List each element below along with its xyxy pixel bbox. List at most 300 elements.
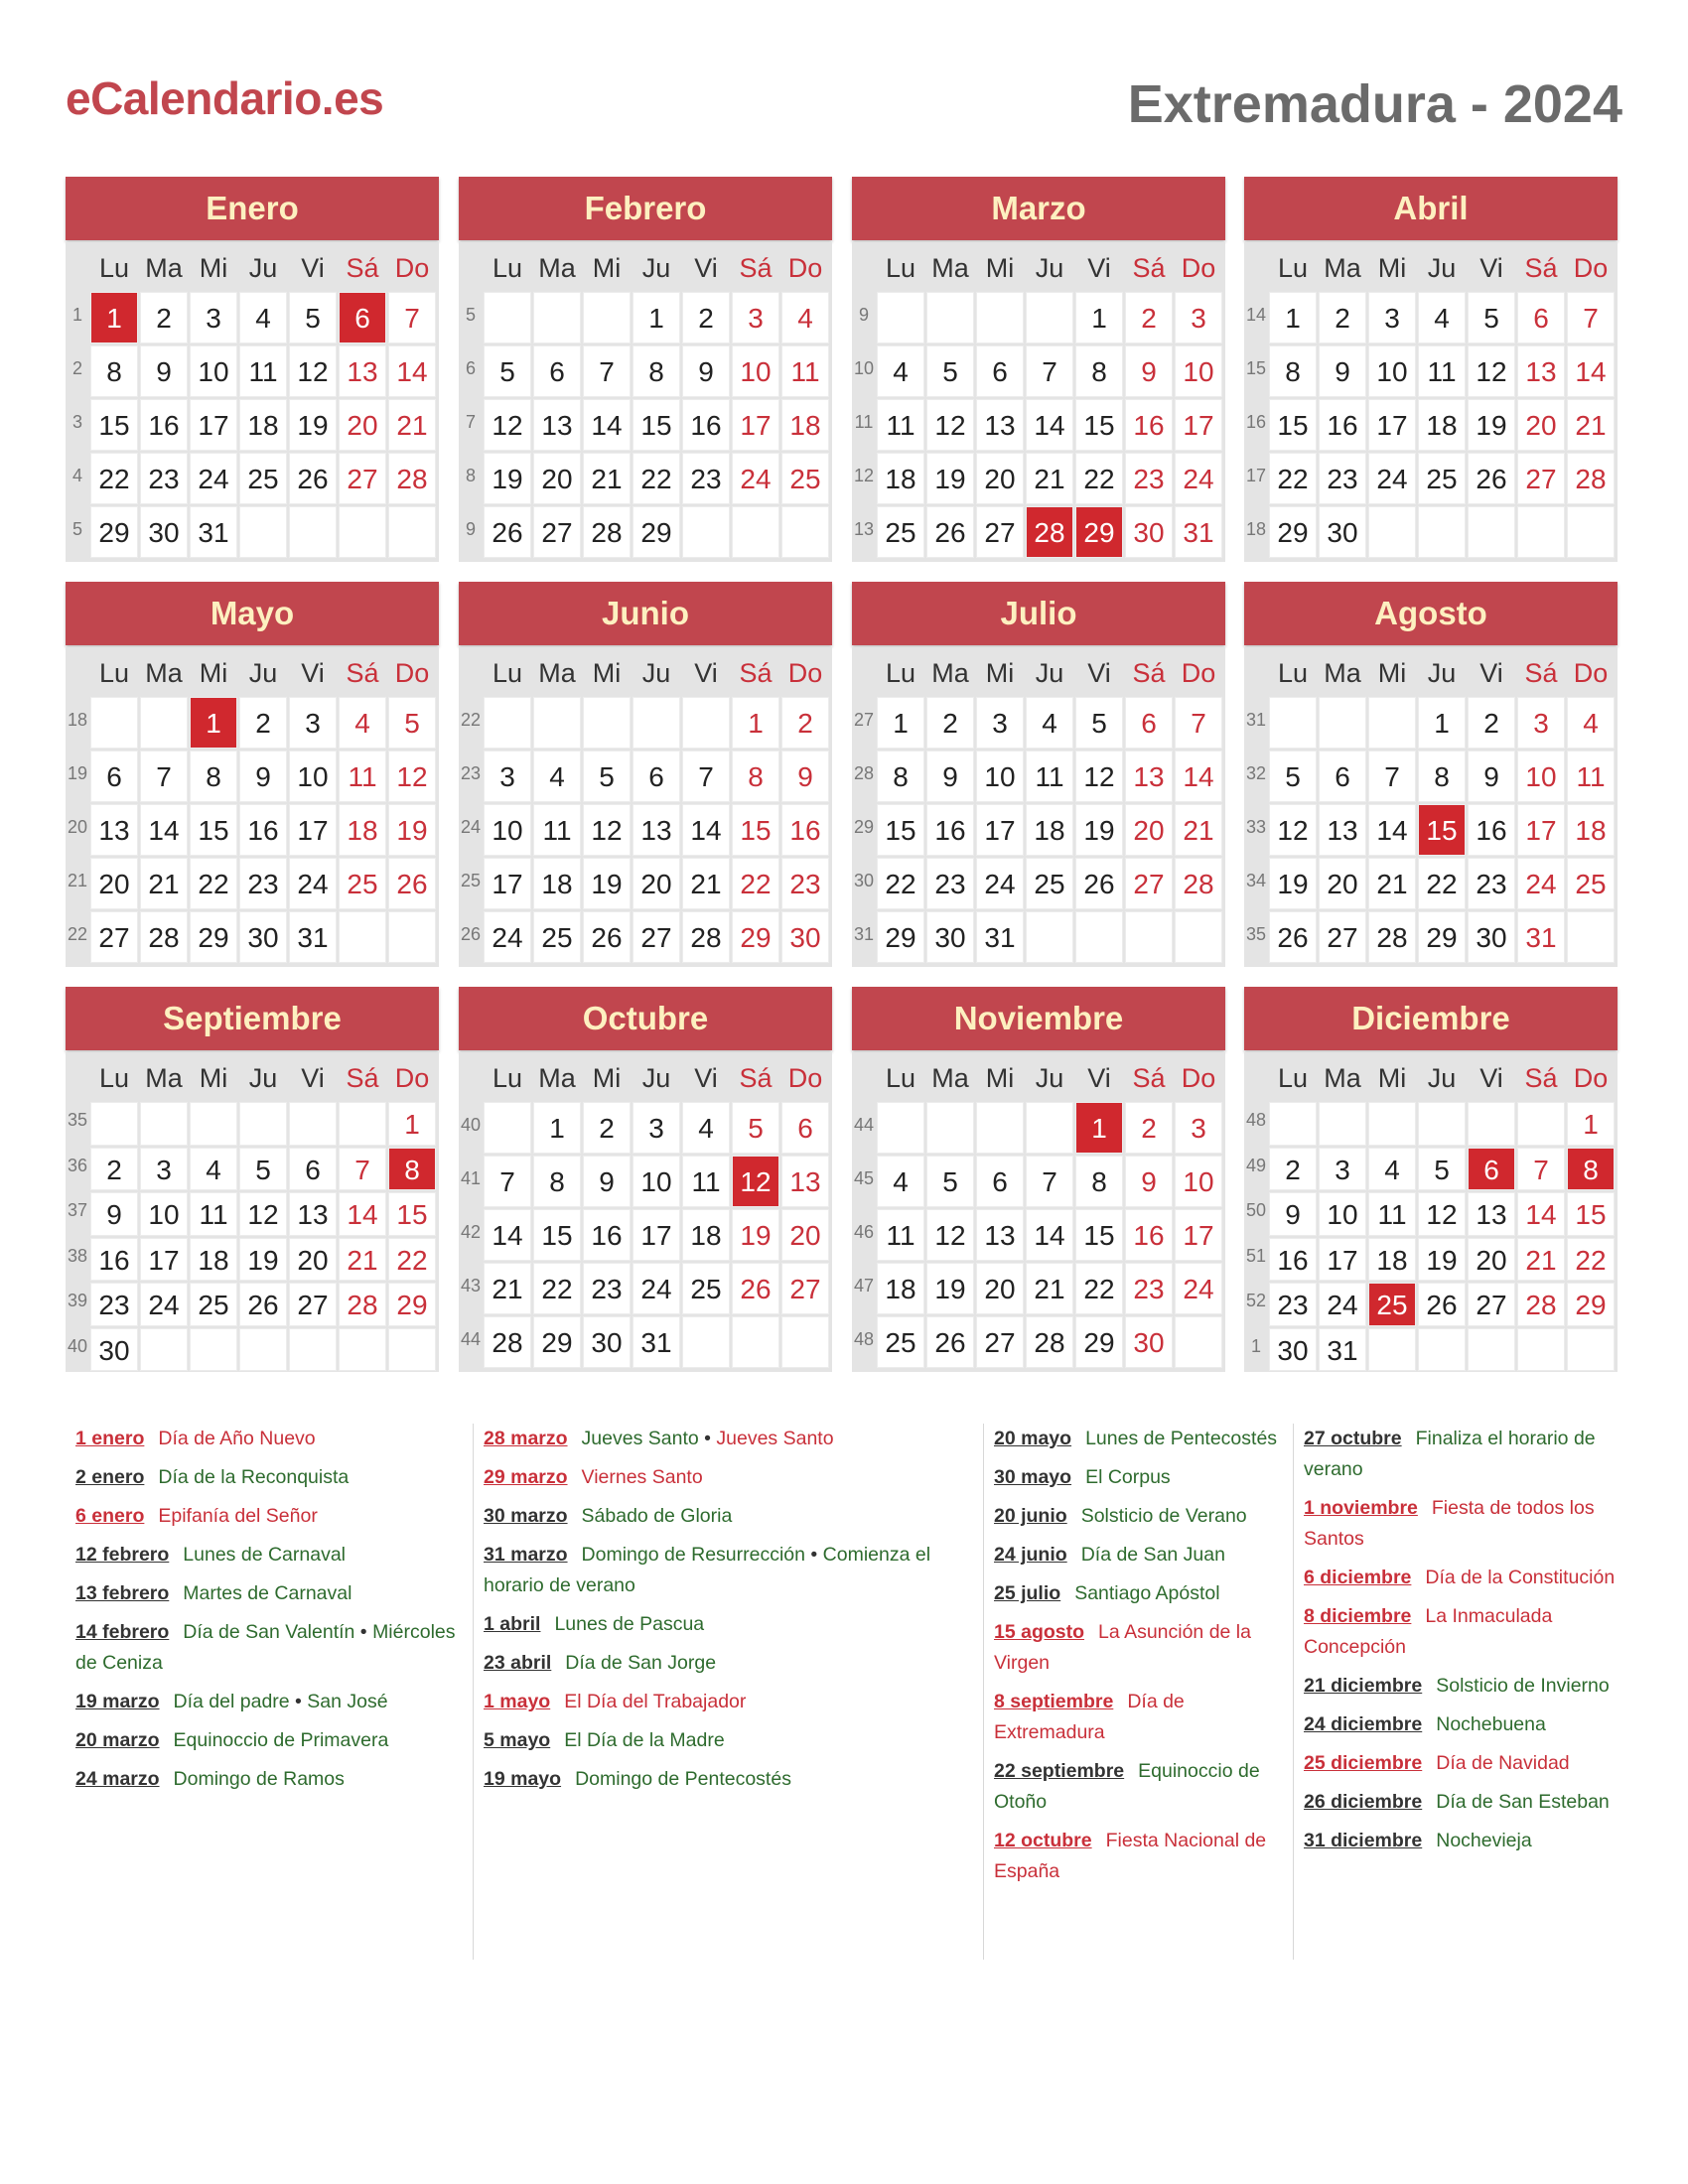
day-cell: 11 <box>239 345 287 397</box>
day-cell: 26 <box>484 506 531 558</box>
empty-cell <box>1567 911 1615 963</box>
weekday-header: Ma <box>538 1063 576 1093</box>
holiday-name: Domingo de Ramos <box>173 1768 345 1790</box>
day-cell: 29 <box>190 911 237 963</box>
holiday-item <box>994 1578 1292 1609</box>
weekday-header: Sá <box>1524 253 1558 283</box>
holiday-date: 12 febrero <box>75 1544 170 1566</box>
weekday-header: Ma <box>1324 658 1361 688</box>
day-cell: 16 <box>1269 1238 1317 1282</box>
day-cell: 2 <box>1125 292 1173 343</box>
holiday-date: 20 mayo <box>994 1428 1072 1449</box>
weekday-header: Ma <box>145 1063 183 1093</box>
day-cell: 7 <box>682 751 730 802</box>
day-cell: 4 <box>239 292 287 343</box>
holiday-date: 12 octubre <box>994 1830 1092 1851</box>
day-cell: 28 <box>583 506 631 558</box>
holiday-name: Lunes de Pascua <box>554 1613 705 1635</box>
week-number: 51 <box>1245 1245 1267 1266</box>
day-cell: 12 <box>289 345 337 397</box>
day-cell: 4 <box>877 345 924 397</box>
holiday-name: Día de San Esteban <box>1436 1791 1610 1813</box>
day-cell: 26 <box>583 911 631 963</box>
holiday-column <box>75 1424 473 1960</box>
weekday-header: Vi <box>1479 1063 1503 1093</box>
day-cell: 1 <box>1418 697 1466 749</box>
day-cell: 11 <box>877 1209 924 1261</box>
day-cell: 11 <box>1418 345 1466 397</box>
day-cell: 23 <box>682 453 730 504</box>
week-number: 5 <box>465 305 476 325</box>
day-cell: 20 <box>533 453 581 504</box>
weekday-header: Ma <box>1324 1063 1361 1093</box>
week-number: 33 <box>1245 817 1267 837</box>
day-cell: 23 <box>1319 453 1366 504</box>
month-grid <box>852 647 1225 967</box>
day-cell: 2 <box>1125 1102 1173 1154</box>
week-number: 18 <box>1245 519 1267 539</box>
month-grid <box>1244 647 1618 967</box>
weekday-header: Lu <box>492 658 523 688</box>
day-cell: 27 <box>1517 453 1565 504</box>
empty-cell <box>1567 506 1615 558</box>
holiday-date: 6 diciembre <box>1304 1567 1412 1588</box>
month-grid <box>1244 1052 1618 1372</box>
day-cell: 11 <box>1567 751 1615 802</box>
day-cell: 13 <box>976 399 1024 451</box>
holiday-date: 20 marzo <box>75 1729 160 1751</box>
weekday-header: Ju <box>641 1063 671 1093</box>
weekday-header: Mi <box>1377 1063 1407 1093</box>
day-cell: 6 <box>289 1148 337 1191</box>
day-cell: 27 <box>1468 1283 1515 1326</box>
day-cell: 17 <box>1319 1238 1366 1282</box>
weekday-header: Do <box>394 253 430 283</box>
holiday-name: Día de la Constitución <box>1425 1567 1616 1588</box>
day-cell: 31 <box>633 1316 680 1368</box>
day-cell: 23 <box>781 858 829 909</box>
day-cell: 9 <box>926 751 974 802</box>
empty-cell <box>190 1102 237 1146</box>
week-number: 52 <box>1245 1291 1267 1310</box>
holiday-date: 15 agosto <box>994 1621 1085 1643</box>
week-number: 35 <box>1245 924 1267 944</box>
day-cell: 16 <box>926 804 974 856</box>
day-cell: 12 <box>484 399 531 451</box>
day-cell: 24 <box>1175 453 1222 504</box>
day-cell: 13 <box>781 1156 829 1207</box>
day-cell: 1 <box>1269 292 1317 343</box>
weekday-header: Ju <box>1427 253 1457 283</box>
weekday-header: Vi <box>1087 253 1111 283</box>
day-cell: 20 <box>633 858 680 909</box>
holiday-date: 29 marzo <box>484 1466 568 1488</box>
holiday-date: 8 diciembre <box>1304 1605 1412 1627</box>
day-cell: 31 <box>190 506 237 558</box>
weekday-header: Ju <box>1427 1063 1457 1093</box>
day-cell: 14 <box>1026 1209 1073 1261</box>
day-cell: 9 <box>781 751 829 802</box>
day-cell: 22 <box>90 453 138 504</box>
empty-cell <box>484 292 531 343</box>
day-cell: 7 <box>1026 1156 1073 1207</box>
day-cell: 10 <box>1319 1192 1366 1236</box>
holiday-item <box>75 1764 473 1795</box>
month-3 <box>1244 177 1618 562</box>
weekday-header: Mi <box>1377 658 1407 688</box>
holiday-name: Domingo de Resurrección <box>581 1544 805 1566</box>
holiday-date: 31 diciembre <box>1304 1830 1423 1851</box>
weekday-header: Ma <box>1324 253 1361 283</box>
day-cell: 16 <box>682 399 730 451</box>
day-cell: 2 <box>926 697 974 749</box>
holiday-name: Solsticio de Invierno <box>1436 1675 1610 1697</box>
day-cell: 20 <box>781 1209 829 1261</box>
week-number: 1 <box>71 305 82 325</box>
month-5 <box>459 582 832 967</box>
day-cell: 22 <box>1075 453 1123 504</box>
weekday-header: Ma <box>538 658 576 688</box>
day-cell: 3 <box>1517 697 1565 749</box>
day-cell: 14 <box>1175 751 1222 802</box>
holiday-date: 8 septiembre <box>994 1691 1114 1712</box>
day-cell: 21 <box>583 453 631 504</box>
week-number: 20 <box>67 817 88 837</box>
day-cell: 19 <box>926 453 974 504</box>
day-cell: 7 <box>1026 345 1073 397</box>
day-cell: 5 <box>926 345 974 397</box>
holiday-name: Santiago Apóstol <box>1074 1582 1220 1604</box>
day-cell: 22 <box>1075 1263 1123 1314</box>
month-8 <box>66 987 439 1372</box>
day-cell: 27 <box>1125 858 1173 909</box>
week-number: 31 <box>1245 710 1267 730</box>
week-number: 13 <box>853 519 875 539</box>
month-grid <box>459 647 832 967</box>
month-title: Diciembre <box>1244 987 1618 1050</box>
holiday-name: El Día de la Madre <box>564 1729 725 1751</box>
day-cell: 25 <box>781 453 829 504</box>
day-cell: 24 <box>140 1283 188 1326</box>
week-number: 14 <box>1245 305 1267 325</box>
weekday-header: Ju <box>1035 658 1064 688</box>
empty-cell <box>1517 506 1565 558</box>
day-cell: 2 <box>1468 697 1515 749</box>
bullet-separator: • <box>698 1428 717 1449</box>
empty-cell <box>583 292 631 343</box>
week-number: 48 <box>853 1329 875 1349</box>
day-cell: 9 <box>1125 1156 1173 1207</box>
day-cell: 14 <box>1567 345 1615 397</box>
empty-cell <box>926 1102 974 1154</box>
day-cell: 6 <box>781 1102 829 1154</box>
day-cell: 29 <box>1269 506 1317 558</box>
holiday-name: Lunes de Pentecostés <box>1085 1428 1278 1449</box>
day-cell: 9 <box>1269 1192 1317 1236</box>
holiday-date: 1 enero <box>75 1428 145 1449</box>
week-number: 19 <box>67 763 88 783</box>
empty-cell <box>484 1102 531 1154</box>
day-cell: 2 <box>1269 1148 1317 1191</box>
weekday-header: Mi <box>199 658 228 688</box>
day-cell: 11 <box>190 1192 237 1236</box>
weekday-header: Mi <box>592 658 622 688</box>
month-2 <box>852 177 1225 562</box>
empty-cell <box>339 1102 386 1146</box>
day-cell: 16 <box>90 1238 138 1282</box>
week-number: 44 <box>460 1329 482 1349</box>
weekday-header: Do <box>394 658 430 688</box>
day-cell: 6 <box>1517 292 1565 343</box>
day-cell: 21 <box>140 858 188 909</box>
week-number: 12 <box>853 466 875 485</box>
day-cell: 23 <box>926 858 974 909</box>
day-cell: 8 <box>190 751 237 802</box>
empty-cell <box>781 506 829 558</box>
day-cell: 8 <box>90 345 138 397</box>
holiday-name: Día de Extremadura <box>994 1691 1185 1743</box>
empty-cell <box>1567 1328 1615 1372</box>
day-cell: 17 <box>1175 1209 1222 1261</box>
day-cell: 16 <box>1468 804 1515 856</box>
weekday-header: Sá <box>739 658 773 688</box>
day-cell: 17 <box>1517 804 1565 856</box>
day-cell: 30 <box>1269 1328 1317 1372</box>
holiday-name: Día de San Valentín <box>183 1621 355 1643</box>
day-cell: 26 <box>1269 911 1317 963</box>
day-cell: 19 <box>484 453 531 504</box>
weekday-header: Lu <box>98 253 130 283</box>
holiday-date: 25 diciembre <box>1304 1752 1423 1774</box>
day-cell: 18 <box>239 399 287 451</box>
day-cell: 10 <box>289 751 337 802</box>
day-cell: 31 <box>1319 1328 1366 1372</box>
empty-cell <box>1517 1328 1565 1372</box>
month-grid <box>66 647 439 967</box>
weekday-header: Sá <box>1524 658 1558 688</box>
empty-cell <box>1269 697 1317 749</box>
day-cell: 13 <box>633 804 680 856</box>
week-number: 10 <box>853 358 875 378</box>
week-number: 15 <box>1245 358 1267 378</box>
day-cell: 20 <box>1125 804 1173 856</box>
day-cell: 10 <box>732 345 779 397</box>
day-cell: 15 <box>1075 1209 1123 1261</box>
day-cell: 23 <box>1468 858 1515 909</box>
day-cell: 6 <box>339 292 386 343</box>
week-number: 48 <box>1245 1110 1267 1130</box>
month-title: Mayo <box>66 582 439 645</box>
week-number: 27 <box>853 710 875 730</box>
empty-cell <box>1368 1102 1416 1146</box>
day-cell: 5 <box>732 1102 779 1154</box>
day-cell: 28 <box>1026 506 1073 558</box>
holiday-item <box>484 1424 960 1454</box>
week-number: 40 <box>67 1335 88 1356</box>
weekday-header: Sá <box>346 1063 379 1093</box>
day-cell: 9 <box>682 345 730 397</box>
week-number: 4 <box>71 466 82 485</box>
holiday-date: 1 mayo <box>484 1691 551 1712</box>
week-number: 11 <box>854 412 874 432</box>
day-cell: 28 <box>140 911 188 963</box>
day-cell: 27 <box>1319 911 1366 963</box>
bullet-separator: • <box>354 1621 373 1643</box>
day-cell: 24 <box>732 453 779 504</box>
day-cell: 24 <box>1175 1263 1222 1314</box>
day-cell: 8 <box>1075 1156 1123 1207</box>
week-number: 47 <box>853 1276 875 1296</box>
day-cell: 7 <box>1567 292 1615 343</box>
weekday-header: Mi <box>592 253 622 283</box>
day-cell: 23 <box>90 1283 138 1326</box>
day-cell: 6 <box>533 345 581 397</box>
day-cell: 4 <box>339 697 386 749</box>
day-cell: 4 <box>877 1156 924 1207</box>
day-cell: 13 <box>1517 345 1565 397</box>
weekday-header: Mi <box>985 1063 1015 1093</box>
day-cell: 7 <box>1517 1148 1565 1191</box>
day-cell: 29 <box>877 911 924 963</box>
week-number: 8 <box>465 466 476 485</box>
day-cell: 16 <box>781 804 829 856</box>
weekday-header: Lu <box>1277 1063 1309 1093</box>
day-cell: 4 <box>190 1148 237 1191</box>
weekday-header: Vi <box>301 1063 325 1093</box>
weekday-header: Mi <box>199 253 228 283</box>
week-number: 18 <box>67 710 88 730</box>
holiday-item <box>1304 1748 1621 1779</box>
page-title: Extremadura - 2024 <box>1127 74 1622 134</box>
empty-cell <box>633 697 680 749</box>
month-title: Octubre <box>459 987 832 1050</box>
holiday-date: 22 septiembre <box>994 1760 1125 1782</box>
day-cell: 10 <box>1368 345 1416 397</box>
day-cell: 13 <box>339 345 386 397</box>
holiday-name: Jueves Santo <box>581 1428 699 1449</box>
day-cell: 22 <box>533 1263 581 1314</box>
week-number: 49 <box>1245 1155 1267 1175</box>
day-cell: 9 <box>1468 751 1515 802</box>
empty-cell <box>289 1328 337 1372</box>
holiday-name: Jueves Santo <box>716 1428 834 1449</box>
day-cell: 29 <box>388 1283 436 1326</box>
empty-cell <box>682 1316 730 1368</box>
day-cell: 16 <box>583 1209 631 1261</box>
day-cell: 18 <box>339 804 386 856</box>
month-1 <box>459 177 832 562</box>
weekday-header: Ju <box>248 658 278 688</box>
month-grid <box>1244 242 1618 562</box>
site-logo[interactable]: eCalendario.es <box>66 72 384 124</box>
empty-cell <box>732 1316 779 1368</box>
holiday-date: 31 marzo <box>484 1544 568 1566</box>
day-cell: 2 <box>1319 292 1366 343</box>
day-cell: 23 <box>1125 1263 1173 1314</box>
holiday-name: Día de Año Nuevo <box>158 1428 316 1449</box>
week-number: 37 <box>67 1200 88 1220</box>
empty-cell <box>877 292 924 343</box>
month-grid <box>66 242 439 562</box>
weekday-header: Do <box>1181 658 1216 688</box>
holiday-date: 13 febrero <box>75 1582 170 1604</box>
day-cell: 25 <box>682 1263 730 1314</box>
empty-cell <box>239 506 287 558</box>
holiday-name: Epifanía del Señor <box>158 1505 318 1527</box>
weekday-header: Ma <box>145 658 183 688</box>
holiday-date: 19 marzo <box>75 1691 160 1712</box>
holiday-item <box>75 1501 473 1532</box>
day-cell: 31 <box>1175 506 1222 558</box>
day-cell: 22 <box>388 1238 436 1282</box>
holiday-name: El Corpus <box>1085 1466 1171 1488</box>
empty-cell <box>1517 1102 1565 1146</box>
day-cell: 15 <box>90 399 138 451</box>
day-cell: 8 <box>877 751 924 802</box>
day-cell: 12 <box>1468 345 1515 397</box>
weekday-header: Mi <box>985 253 1015 283</box>
week-number: 22 <box>67 924 88 944</box>
day-cell: 17 <box>732 399 779 451</box>
holiday-date: 30 marzo <box>484 1505 568 1527</box>
day-cell: 3 <box>140 1148 188 1191</box>
month-grid <box>66 1052 439 1372</box>
day-cell: 8 <box>1269 345 1317 397</box>
week-number: 43 <box>460 1276 482 1296</box>
day-cell: 14 <box>484 1209 531 1261</box>
day-cell: 14 <box>583 399 631 451</box>
weekday-header: Lu <box>885 253 916 283</box>
day-cell: 30 <box>1125 1316 1173 1368</box>
day-cell: 20 <box>976 453 1024 504</box>
weekday-header: Ju <box>248 1063 278 1093</box>
day-cell: 25 <box>190 1283 237 1326</box>
day-cell: 13 <box>533 399 581 451</box>
day-cell: 30 <box>90 1328 138 1372</box>
day-cell: 1 <box>1567 1102 1615 1146</box>
day-cell: 19 <box>1269 858 1317 909</box>
holiday-item <box>75 1687 473 1717</box>
weekday-header: Do <box>1573 1063 1609 1093</box>
empty-cell <box>877 1102 924 1154</box>
day-cell: 17 <box>484 858 531 909</box>
day-cell: 30 <box>1319 506 1366 558</box>
holiday-date: 14 febrero <box>75 1621 170 1643</box>
day-cell: 5 <box>926 1156 974 1207</box>
month-title: Marzo <box>852 177 1225 240</box>
empty-cell <box>1418 1102 1466 1146</box>
day-cell: 10 <box>190 345 237 397</box>
holiday-date: 20 junio <box>994 1505 1067 1527</box>
weekday-header: Ju <box>1035 1063 1064 1093</box>
day-cell: 17 <box>140 1238 188 1282</box>
day-cell: 27 <box>633 911 680 963</box>
day-cell: 20 <box>1319 858 1366 909</box>
month-grid <box>459 1052 832 1372</box>
empty-cell <box>682 697 730 749</box>
day-cell: 4 <box>1418 292 1466 343</box>
week-number: 22 <box>460 710 482 730</box>
day-cell: 20 <box>339 399 386 451</box>
day-cell: 15 <box>1269 399 1317 451</box>
day-cell: 9 <box>583 1156 631 1207</box>
day-cell: 20 <box>976 1263 1024 1314</box>
week-number: 24 <box>460 817 482 837</box>
day-cell: 18 <box>781 399 829 451</box>
day-cell: 1 <box>190 697 237 749</box>
day-cell: 19 <box>1418 1238 1466 1282</box>
empty-cell <box>289 1102 337 1146</box>
